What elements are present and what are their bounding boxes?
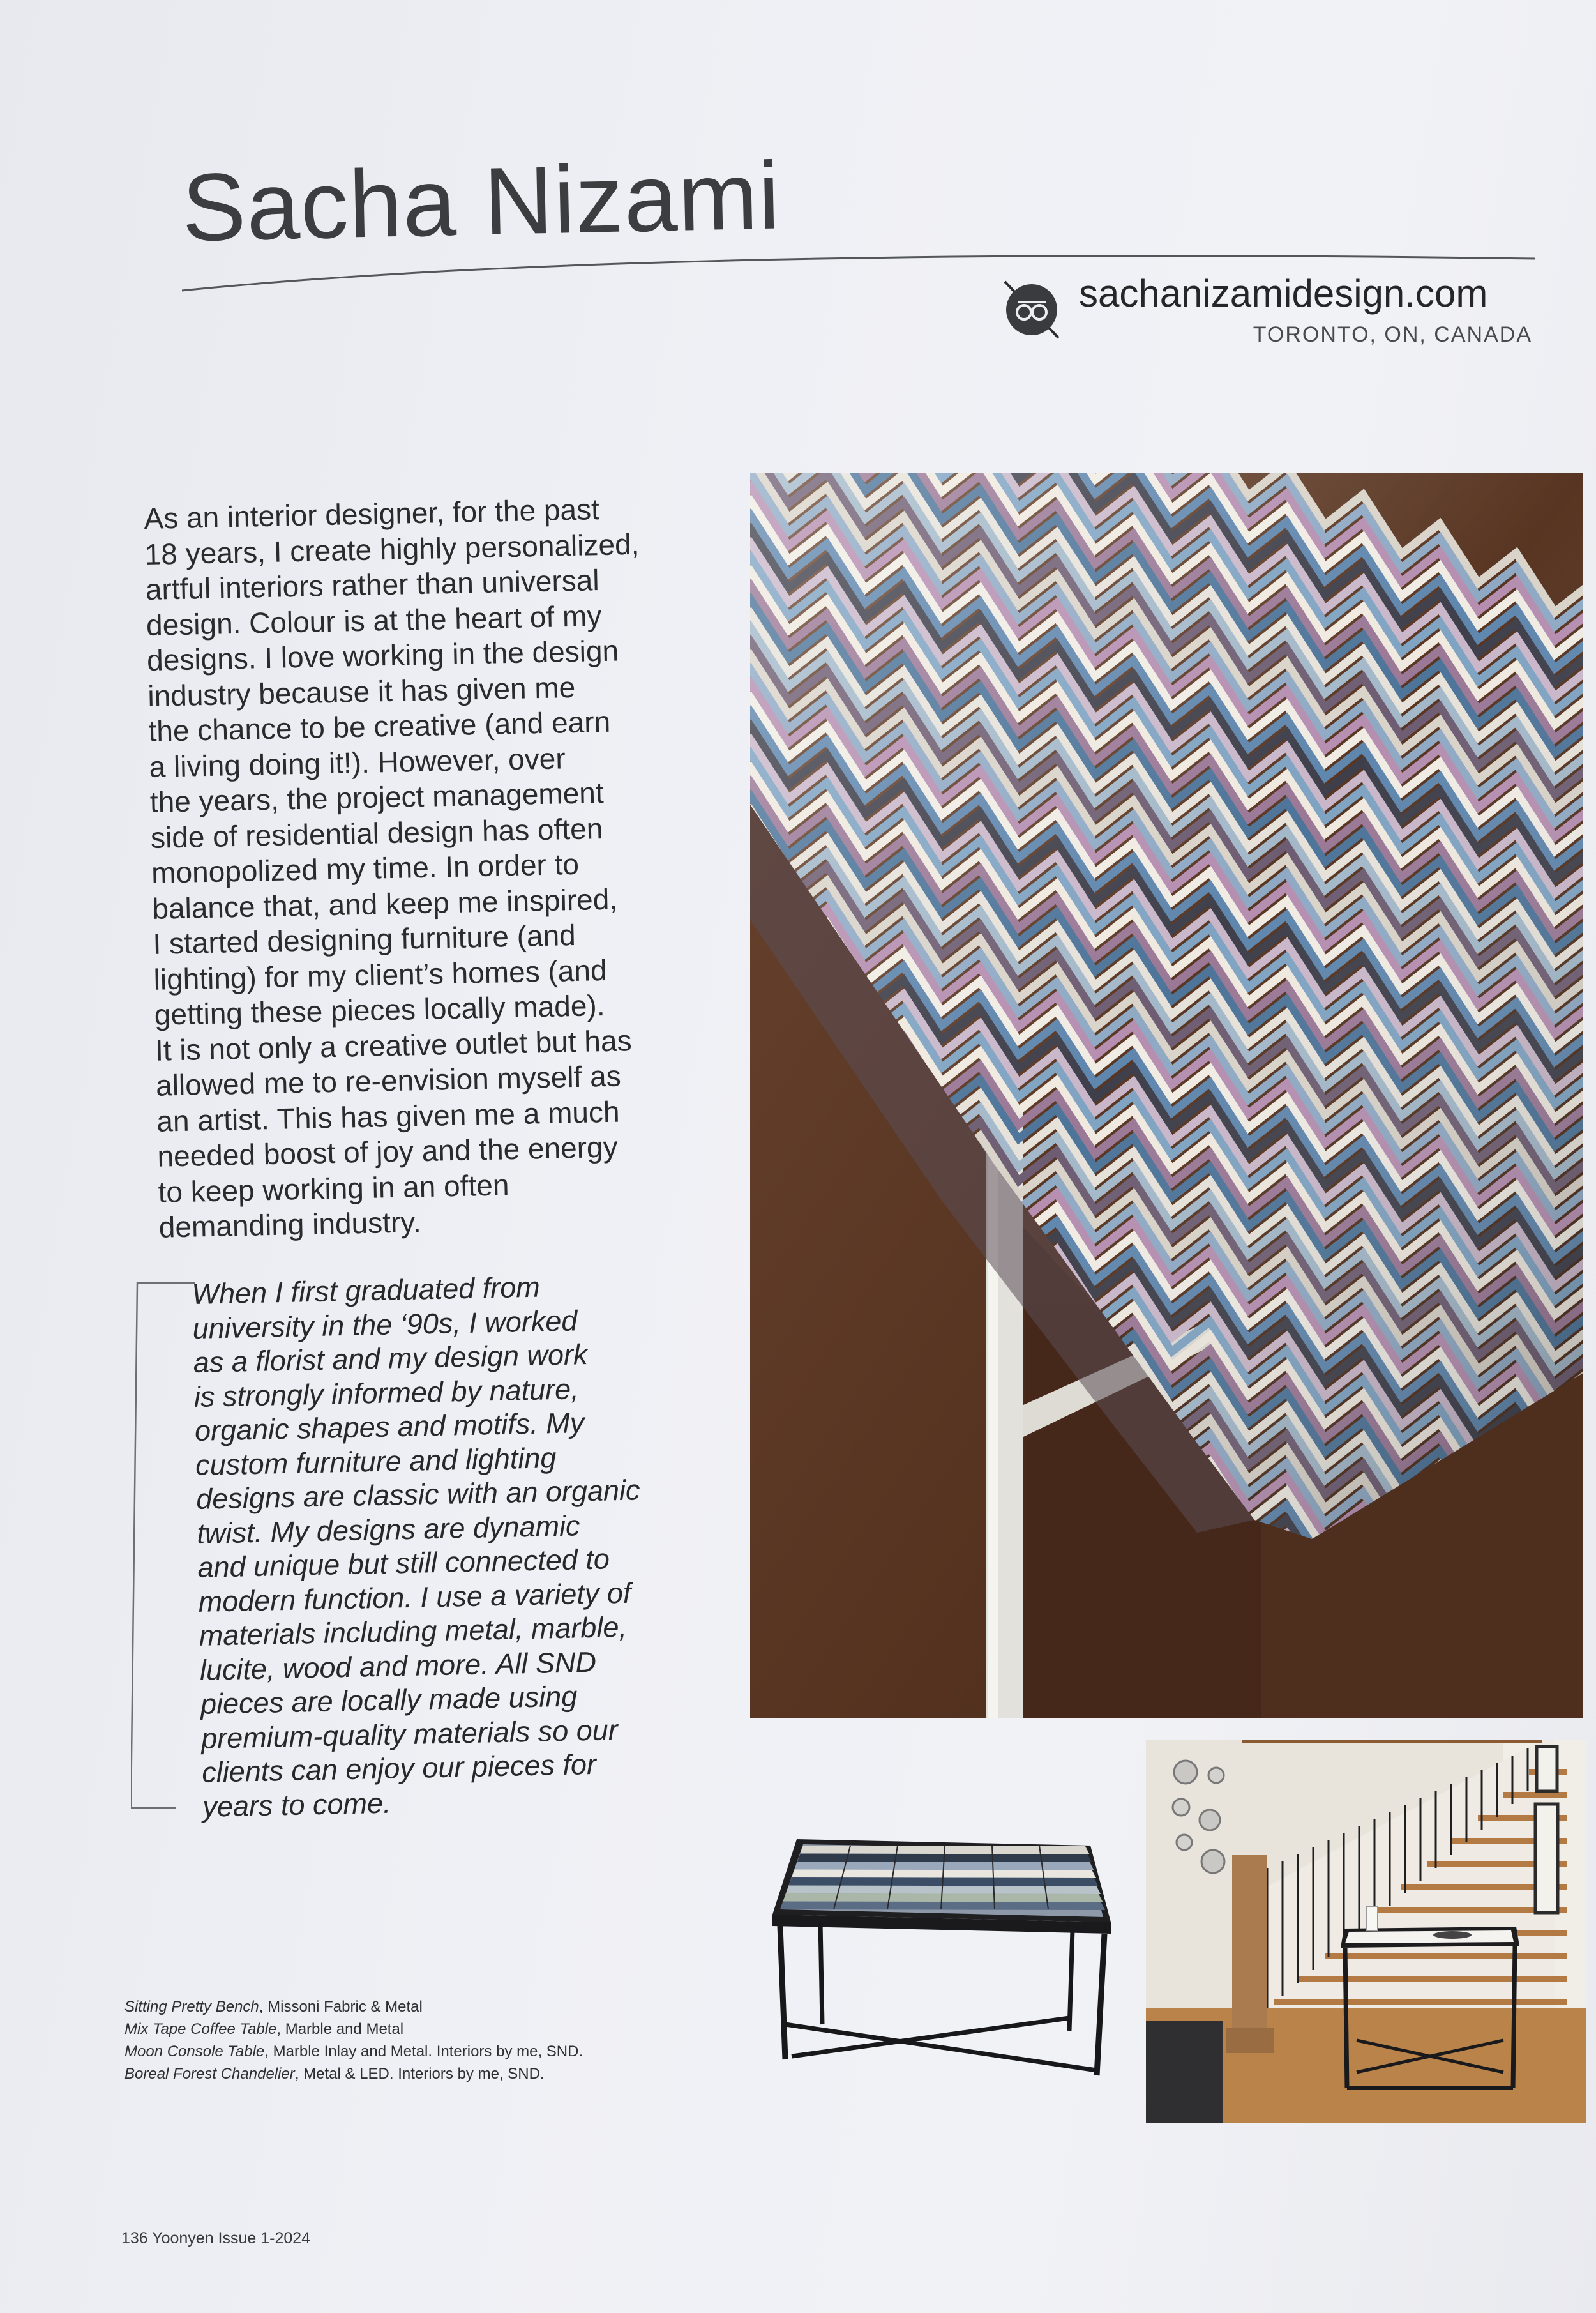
pull-quote-line: materials including metal, marble, (199, 1610, 628, 1652)
article-body-line: industry because it has given me (147, 670, 576, 713)
pull-quote-line: lucite, wood and more. All SND (199, 1645, 597, 1687)
caption-item-name: Boreal Forest Chandelier (124, 2065, 295, 2082)
bench-photo (750, 473, 1583, 1718)
photo-caption (124, 2018, 699, 2040)
article-body-line: allowed me to re-envision myself as (155, 1059, 622, 1102)
article-body-line: lighting) for my client’s homes (and (153, 953, 607, 996)
article-body-line: balance that, and keep me inspired, (151, 882, 618, 925)
pull-quote-line: and unique but still connected to (197, 1542, 610, 1584)
designer-location: TORONTO, ON, CANADA (1253, 322, 1532, 347)
pull-quote-line: university in the ‘90s, I worked (192, 1303, 578, 1345)
article-body (144, 490, 714, 1245)
article-body-line: demanding industry. (158, 1205, 422, 1244)
caption-item-materials: , Metal & LED. Interiors by me, SND. (294, 2065, 545, 2082)
pull-quote (192, 1267, 701, 1824)
pull-quote-line: is strongly informed by nature, (193, 1372, 580, 1413)
caption-item-name: Moon Console Table (124, 2043, 265, 2060)
pull-quote-line: twist. My designs are dynamic (196, 1508, 581, 1550)
article-body-line: to keep working in an often (158, 1167, 509, 1209)
website-link[interactable]: sachanizamidesign.com (1079, 272, 1488, 315)
article-body-line: design. Colour is at the heart of my (146, 598, 602, 642)
page-title: Sacha Nizami (181, 141, 781, 261)
photo-caption (124, 1996, 699, 2018)
caption-item-materials: , Missoni Fabric & Metal (259, 1998, 423, 2015)
article-body-line: monopolized my time. In order to (151, 847, 580, 890)
caption-item-materials: , Marble Inlay and Metal. Interiors by me, SND. (264, 2043, 583, 2060)
pull-quote-line: clients can enjoy our pieces for (201, 1747, 597, 1789)
pull-quote-line: organic shapes and motifs. My (194, 1406, 585, 1447)
article-body-line: getting these pieces locally made). (154, 989, 605, 1031)
photo-caption (124, 2063, 699, 2085)
article-body-line: needed boost of joy and the energy (156, 1130, 619, 1173)
pull-quote-line: custom furniture and lighting (195, 1441, 557, 1482)
article-body-line: 18 years, I create highly personalized, (144, 527, 640, 571)
article-body-line: the years, the project management (149, 776, 605, 819)
caption-item-materials: , Marble and Metal (276, 2021, 404, 2038)
article-body-line: It is not only a creative outlet but has (154, 1023, 633, 1067)
article-body-line: As an interior designer, for the past (144, 492, 600, 535)
pull-quote-line: as a florist and my design work (193, 1338, 588, 1379)
owl-face-logo-icon (1001, 279, 1062, 340)
article-body-paragraph (144, 490, 714, 1245)
article-body-line: the chance to be creative (and earn (147, 704, 611, 748)
pull-quote-line: premium-quality materials so our (200, 1713, 619, 1755)
pull-quote-line: designs are classic with an organic (195, 1473, 641, 1515)
article-body-line: a living doing it!). However, over (149, 741, 566, 784)
pull-quote-line: modern function. I use a variety of (198, 1576, 631, 1618)
pull-quote-paragraph (192, 1267, 701, 1824)
article-body-line: designs. I love working in the design (146, 633, 619, 677)
article-body-line: side of residential design has often (150, 811, 603, 854)
quote-bracket (131, 1280, 201, 1810)
pull-quote-line: years to come. (202, 1786, 391, 1823)
caption-item-name: Sitting Pretty Bench (124, 1998, 259, 2015)
caption-item-name: Mix Tape Coffee Table (124, 2021, 277, 2038)
photo-caption (124, 2040, 699, 2063)
coffee-table-photo (766, 1833, 1124, 2082)
photo-captions (124, 1996, 699, 2085)
article-body-line: an artist. This has given me a much (156, 1095, 620, 1138)
page-footer: 136 Yoonyen Issue 1-2024 (121, 2229, 311, 2247)
article-body-line: I started designing furniture (and (152, 918, 576, 960)
pull-quote-line: When I first graduated from (192, 1270, 541, 1310)
console-table-photo (1146, 1740, 1586, 2123)
article-body-line: artful interiors rather than universal (145, 563, 600, 606)
pull-quote-line: pieces are locally made using (200, 1680, 578, 1720)
